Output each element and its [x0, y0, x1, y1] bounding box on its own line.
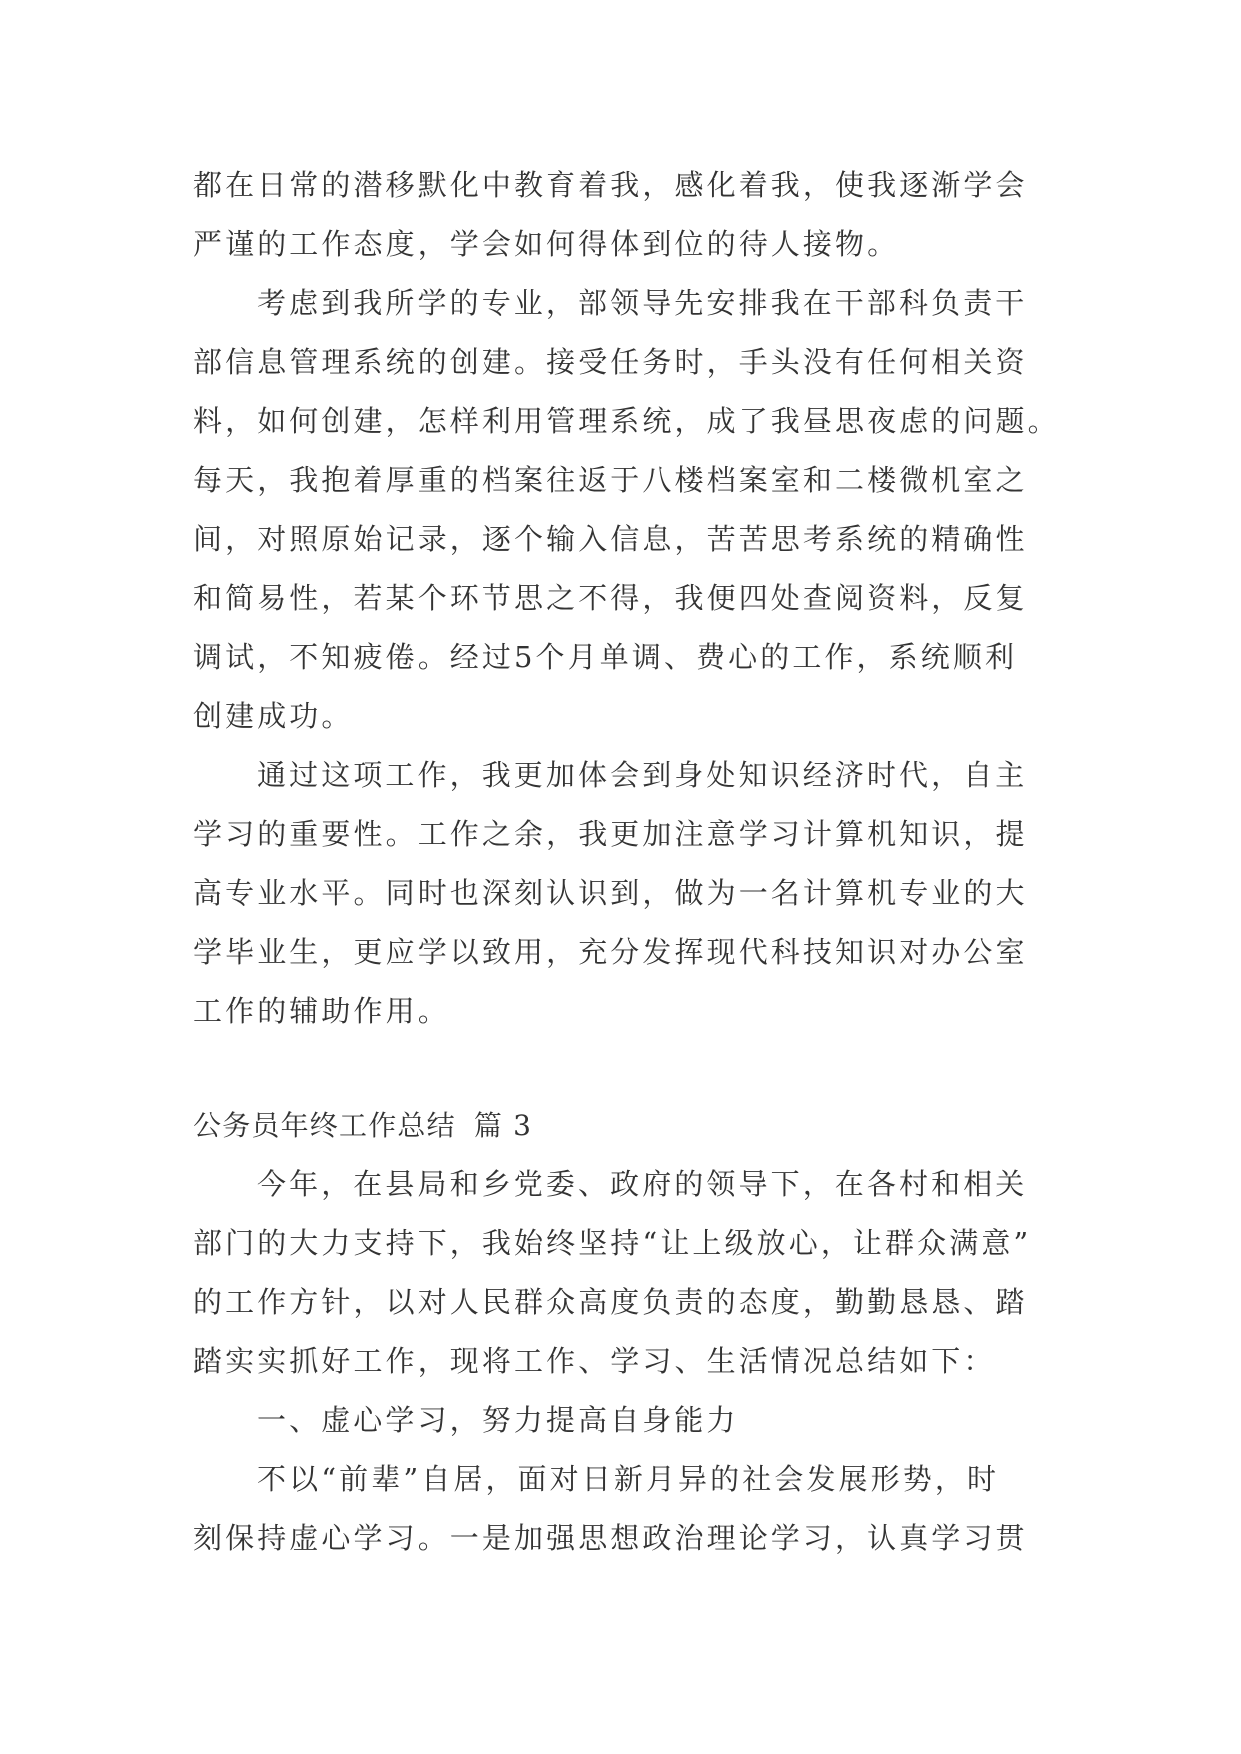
section-gap: [193, 1041, 1048, 1096]
text-line: 部信息管理系统的创建。接受任务时，手头没有任何相关资: [193, 345, 1028, 379]
text-line: 考虑到我所学的专业，部领导先安排我在干部科负责干: [257, 286, 1028, 320]
text-line: 不以“前辈”自居，面对日新月异的社会发展形势，时: [257, 1462, 1000, 1496]
text-line: 通过这项工作，我更加体会到身处知识经济时代，自主: [257, 758, 1028, 792]
text-line: 都在日常的潜移默化中教育着我，感化着我，使我逐渐学会: [193, 168, 1028, 202]
document-page: [193, 156, 1060, 1568]
section-heading: [193, 1096, 1048, 1155]
text-line: 和简易性，若某个环节思之不得，我便四处查阅资料，反复: [193, 581, 1028, 615]
text-line: 学毕业生，更应学以致用，充分发挥现代科技知识对办公室: [193, 935, 1028, 969]
text-line: 踏实实抓好工作，现将工作、学习、生活情况总结如下：: [193, 1344, 996, 1378]
text-line: 今年，在县局和乡党委、政府的领导下，在各村和相关: [257, 1167, 1028, 1201]
section-number: 篇 3: [473, 1109, 533, 1142]
subheading: [193, 1391, 1048, 1450]
text-line: 严谨的工作态度，学会如何得体到位的待人接物。: [193, 227, 900, 261]
paragraph: [193, 156, 1048, 274]
text-line: 一、虚心学习，努力提高自身能力: [257, 1403, 739, 1437]
text-line: 料，如何创建，怎样利用管理系统，成了我昼思夜虑的问题。: [193, 404, 1060, 438]
text-line: 调试，不知疲倦。经过5个月单调、费心的工作，系统顺利: [193, 640, 1018, 674]
paragraph: [193, 746, 1048, 1041]
paragraph: [193, 1450, 1048, 1568]
section-title: 公务员年终工作总结: [193, 1109, 456, 1142]
text-line: 高专业水平。同时也深刻认识到，做为一名计算机专业的大: [193, 876, 1028, 910]
text-line: 间，对照原始记录，逐个输入信息，苦苦思考系统的精确性: [193, 522, 1028, 556]
text-line: 工作的辅助作用。: [193, 994, 450, 1028]
text-line: 学习的重要性。工作之余，我更加注意学习计算机知识，提: [193, 817, 1028, 851]
text-line: 的工作方针，以对人民群众高度负责的态度，勤勤恳恳、踏: [193, 1285, 1028, 1319]
text-line: 每天，我抱着厚重的档案往返于八楼档案室和二楼微机室之: [193, 463, 1028, 497]
paragraph: [193, 274, 1060, 746]
text-line: 部门的大力支持下，我始终坚持“让上级放心，让群众满意”: [193, 1226, 1032, 1260]
text-line: 创建成功。: [193, 699, 354, 733]
paragraph: [193, 1155, 1048, 1391]
text-line: 刻保持虚心学习。一是加强思想政治理论学习，认真学习贯: [193, 1521, 1028, 1555]
